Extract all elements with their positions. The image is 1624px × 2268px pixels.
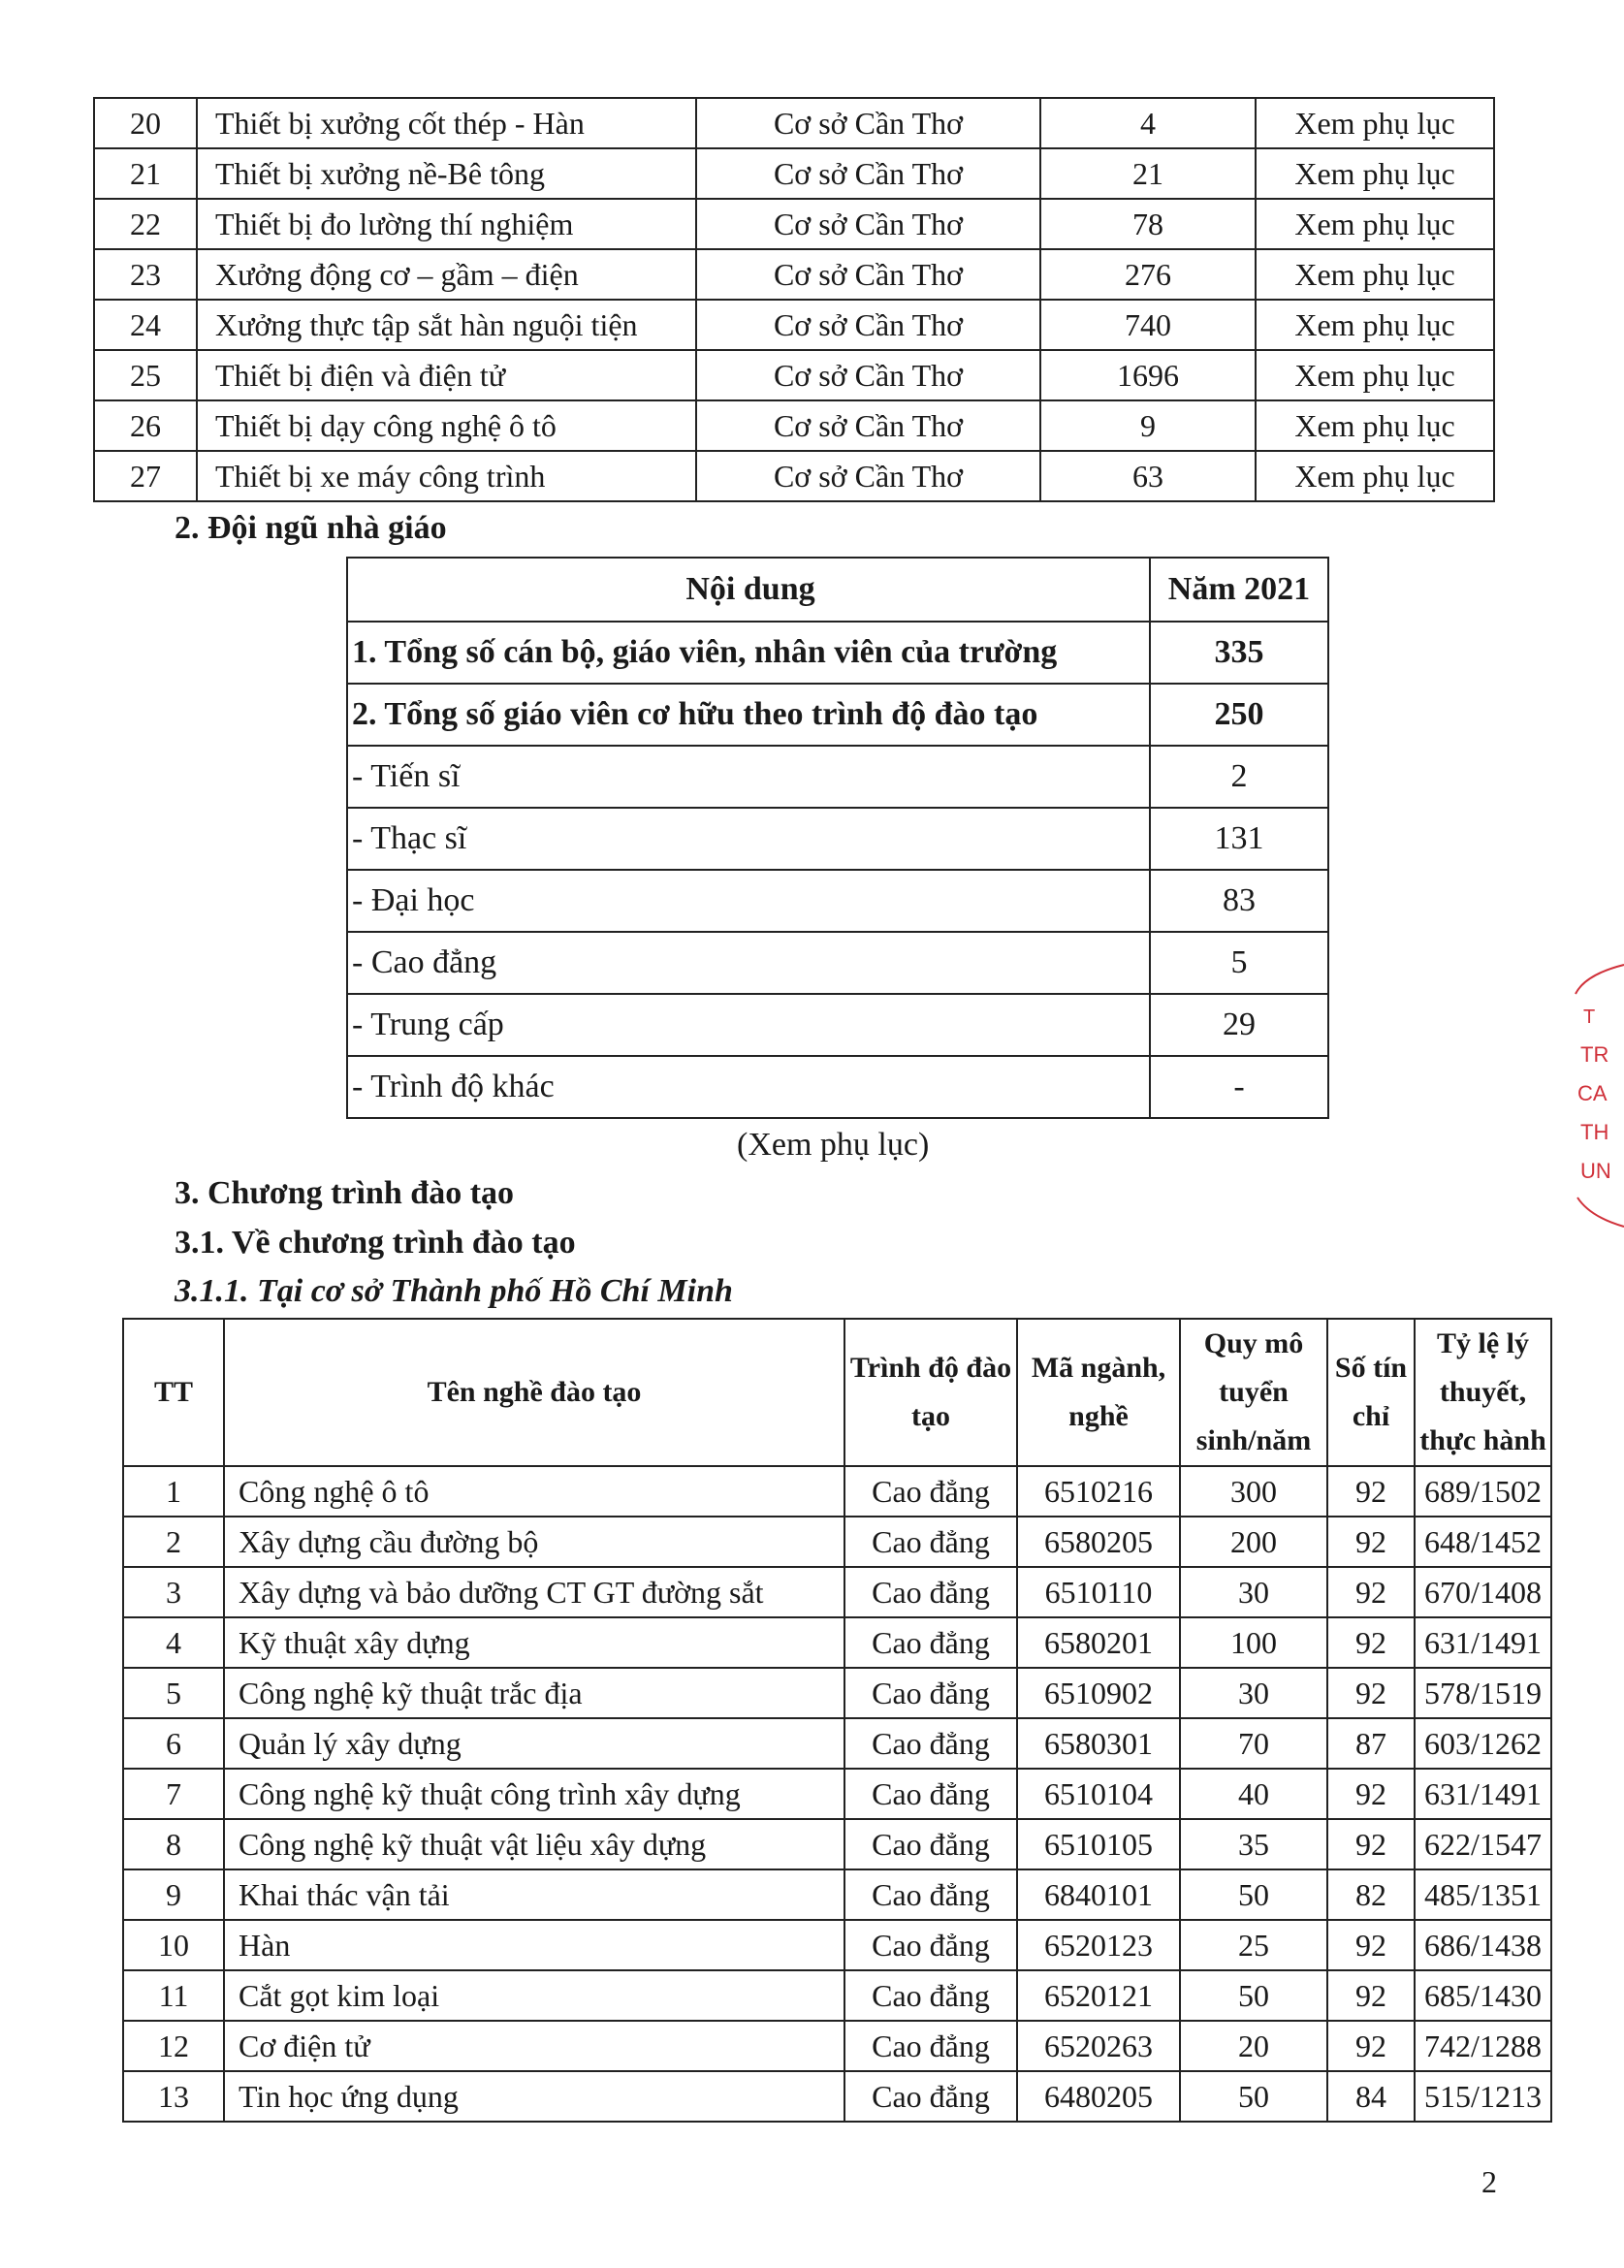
program-level: Cao đẳng: [844, 1517, 1017, 1567]
equipment-note: Xem phụ lục: [1256, 148, 1494, 199]
svg-text:TH: TH: [1580, 1120, 1609, 1144]
teacher-row-value: 2: [1150, 746, 1328, 808]
program-ratio: 515/1213: [1415, 2071, 1551, 2122]
program-table-header: [123, 1319, 1551, 1466]
program-tt: 7: [123, 1769, 224, 1819]
program-level: Cao đẳng: [844, 2021, 1017, 2071]
teacher-table-header: [347, 558, 1328, 622]
program-name: Kỹ thuật xây dựng: [224, 1617, 844, 1668]
program-ratio: 485/1351: [1415, 1869, 1551, 1920]
equipment-note: Xem phụ lục: [1256, 451, 1494, 501]
program-name: Quản lý xây dựng: [224, 1718, 844, 1769]
program-name: Cơ điện tử: [224, 2021, 844, 2071]
program-row: [123, 1819, 1551, 1869]
program-name: Công nghệ kỹ thuật trắc địa: [224, 1668, 844, 1718]
program-ratio: 631/1491: [1415, 1617, 1551, 1668]
teacher-row-content: - Đại học: [347, 870, 1150, 932]
program-row: [123, 2071, 1551, 2122]
header-scale: Quy mô tuyển sinh/năm: [1180, 1319, 1327, 1466]
program-row: [123, 1869, 1551, 1920]
teacher-section-heading: 2. Đội ngũ nhà giáo: [175, 510, 447, 546]
program-tt: 4: [123, 1617, 224, 1668]
teacher-row-value: 335: [1150, 622, 1328, 684]
program-name: Công nghệ kỹ thuật công trình xây dựng: [224, 1769, 844, 1819]
program-scale: 70: [1180, 1718, 1327, 1769]
equipment-row: [94, 400, 1494, 451]
program-table-body: [123, 1466, 1551, 2122]
equipment-row: [94, 451, 1494, 501]
program-code: 6510216: [1017, 1466, 1180, 1517]
program-level: Cao đẳng: [844, 1617, 1017, 1668]
program-tt: 1: [123, 1466, 224, 1517]
program-scale: 30: [1180, 1567, 1327, 1617]
teacher-row-content: - Trung cấp: [347, 994, 1150, 1056]
equipment-table: [93, 97, 1495, 502]
program-ratio: 685/1430: [1415, 1970, 1551, 2021]
appendix-note: (Xem phụ lục): [737, 1127, 930, 1163]
program-scale: 300: [1180, 1466, 1327, 1517]
program-row: [123, 1718, 1551, 1769]
equipment-name: Thiết bị xưởng cốt thép - Hàn: [197, 98, 696, 148]
program-level: Cao đẳng: [844, 1466, 1017, 1517]
program-level: Cao đẳng: [844, 1819, 1017, 1869]
equipment-quantity: 9: [1040, 400, 1256, 451]
teacher-row-content: 1. Tổng số cán bộ, giáo viên, nhân viên của trường: [347, 622, 1150, 684]
program-tt: 9: [123, 1869, 224, 1920]
program-credits: 92: [1327, 1769, 1415, 1819]
equipment-name: Xưởng động cơ – gầm – điện: [197, 249, 696, 300]
program-code: 6480205: [1017, 2071, 1180, 2122]
header-tt: TT: [123, 1319, 224, 1466]
program-name: Hàn: [224, 1920, 844, 1970]
program-code: 6510104: [1017, 1769, 1180, 1819]
equipment-row: [94, 300, 1494, 350]
program-row: [123, 1668, 1551, 1718]
program-credits: 87: [1327, 1718, 1415, 1769]
program-scale: 50: [1180, 1869, 1327, 1920]
equipment-location: Cơ sở Cần Thơ: [696, 148, 1040, 199]
program-scale: 35: [1180, 1819, 1327, 1869]
program-credits: 82: [1327, 1869, 1415, 1920]
program-name: Tin học ứng dụng: [224, 2071, 844, 2122]
equipment-location: Cơ sở Cần Thơ: [696, 451, 1040, 501]
equipment-stt: 26: [94, 400, 197, 451]
equipment-note: Xem phụ lục: [1256, 350, 1494, 400]
header-code: Mã ngành, nghề: [1017, 1319, 1180, 1466]
equipment-stt: 27: [94, 451, 197, 501]
program-scale: 40: [1180, 1769, 1327, 1819]
program-scale: 25: [1180, 1920, 1327, 1970]
teacher-row-content: - Tiến sĩ: [347, 746, 1150, 808]
program-credits: 92: [1327, 1466, 1415, 1517]
program-code: 6840101: [1017, 1869, 1180, 1920]
teacher-table-body: [347, 558, 1328, 1118]
program-scale: 20: [1180, 2021, 1327, 2071]
program-scale: 50: [1180, 1970, 1327, 2021]
program-ratio: 686/1438: [1415, 1920, 1551, 1970]
program-level: Cao đẳng: [844, 1920, 1017, 1970]
program-credits: 92: [1327, 1567, 1415, 1617]
equipment-quantity: 4: [1040, 98, 1256, 148]
teacher-row-value: 131: [1150, 808, 1328, 870]
equipment-location: Cơ sở Cần Thơ: [696, 249, 1040, 300]
program-row: [123, 1567, 1551, 1617]
program-table: [122, 1318, 1552, 2123]
program-row: [123, 1769, 1551, 1819]
equipment-stt: 23: [94, 249, 197, 300]
equipment-row: [94, 199, 1494, 249]
program-tt: 10: [123, 1920, 224, 1970]
program-level: Cao đẳng: [844, 1970, 1017, 2021]
program-row: [123, 1617, 1551, 1668]
equipment-stt: 20: [94, 98, 197, 148]
teacher-row: [347, 808, 1328, 870]
teacher-row: [347, 994, 1328, 1056]
program-tt: 2: [123, 1517, 224, 1567]
equipment-row: [94, 249, 1494, 300]
equipment-note: Xem phụ lục: [1256, 300, 1494, 350]
program-tt: 8: [123, 1819, 224, 1869]
teacher-row-content: - Thạc sĩ: [347, 808, 1150, 870]
program-code: 6510105: [1017, 1819, 1180, 1869]
program-level: Cao đẳng: [844, 2071, 1017, 2122]
program-code: 6520263: [1017, 2021, 1180, 2071]
equipment-location: Cơ sở Cần Thơ: [696, 400, 1040, 451]
header-name: Tên nghề đào tạo: [224, 1319, 844, 1466]
equipment-quantity: 63: [1040, 451, 1256, 501]
equipment-name: Xưởng thực tập sắt hàn nguội tiện: [197, 300, 696, 350]
equipment-name: Thiết bị xưởng nề-Bê tông: [197, 148, 696, 199]
program-code: 6520121: [1017, 1970, 1180, 2021]
equipment-stt: 22: [94, 199, 197, 249]
equipment-stt: 25: [94, 350, 197, 400]
teacher-row-value: -: [1150, 1056, 1328, 1118]
equipment-name: Thiết bị xe máy công trình: [197, 451, 696, 501]
program-tt: 11: [123, 1970, 224, 2021]
program-row: [123, 1517, 1551, 1567]
equipment-row: [94, 98, 1494, 148]
svg-text:CA: CA: [1577, 1081, 1608, 1105]
stamp-fragment-seal: [1566, 955, 1624, 1246]
program-scale: 50: [1180, 2071, 1327, 2122]
program-credits: 92: [1327, 1617, 1415, 1668]
header-content: Nội dung: [347, 558, 1150, 622]
program-code: 6580301: [1017, 1718, 1180, 1769]
program-scale: 200: [1180, 1517, 1327, 1567]
equipment-quantity: 78: [1040, 199, 1256, 249]
program-name: Công nghệ kỹ thuật vật liệu xây dựng: [224, 1819, 844, 1869]
teacher-row-content: 2. Tổng số giáo viên cơ hữu theo trình độ đào tạo: [347, 684, 1150, 746]
program-tt: 6: [123, 1718, 224, 1769]
equipment-stt: 24: [94, 300, 197, 350]
equipment-table-body: [94, 98, 1494, 501]
equipment-quantity: 740: [1040, 300, 1256, 350]
program-row: [123, 1466, 1551, 1517]
header-year: Năm 2021: [1150, 558, 1328, 622]
equipment-name: Thiết bị điện và điện tử: [197, 350, 696, 400]
header-level: Trình độ đào tạo: [844, 1319, 1017, 1466]
program-credits: 92: [1327, 2021, 1415, 2071]
program-ratio: 742/1288: [1415, 2021, 1551, 2071]
program-ratio: 689/1502: [1415, 1466, 1551, 1517]
program-scale: 30: [1180, 1668, 1327, 1718]
program-level: Cao đẳng: [844, 1567, 1017, 1617]
program-level: Cao đẳng: [844, 1769, 1017, 1819]
equipment-location: Cơ sở Cần Thơ: [696, 350, 1040, 400]
program-credits: 84: [1327, 2071, 1415, 2122]
hcm-campus-heading: 3.1.1. Tại cơ sở Thành phố Hồ Chí Minh: [175, 1273, 733, 1309]
header-credits: Số tín chỉ: [1327, 1319, 1415, 1466]
program-name: Khai thác vận tải: [224, 1869, 844, 1920]
program-ratio: 622/1547: [1415, 1819, 1551, 1869]
equipment-location: Cơ sở Cần Thơ: [696, 300, 1040, 350]
program-code: 6580205: [1017, 1517, 1180, 1567]
program-code: 6510902: [1017, 1668, 1180, 1718]
equipment-location: Cơ sở Cần Thơ: [696, 98, 1040, 148]
program-section-heading: 3. Chương trình đào tạo: [175, 1175, 515, 1211]
equipment-row: [94, 148, 1494, 199]
program-ratio: 631/1491: [1415, 1769, 1551, 1819]
equipment-quantity: 1696: [1040, 350, 1256, 400]
equipment-note: Xem phụ lục: [1256, 249, 1494, 300]
program-credits: 92: [1327, 1668, 1415, 1718]
teacher-row: [347, 622, 1328, 684]
equipment-name: Thiết bị dạy công nghệ ô tô: [197, 400, 696, 451]
equipment-note: Xem phụ lục: [1256, 98, 1494, 148]
program-name: Xây dựng cầu đường bộ: [224, 1517, 844, 1567]
teacher-row: [347, 870, 1328, 932]
equipment-note: Xem phụ lục: [1256, 400, 1494, 451]
program-row: [123, 1920, 1551, 1970]
program-code: 6510110: [1017, 1567, 1180, 1617]
equipment-quantity: 21: [1040, 148, 1256, 199]
teacher-table: [346, 557, 1329, 1119]
program-name: Công nghệ ô tô: [224, 1466, 844, 1517]
equipment-note: Xem phụ lục: [1256, 199, 1494, 249]
program-credits: 92: [1327, 1819, 1415, 1869]
program-ratio: 648/1452: [1415, 1517, 1551, 1567]
teacher-row: [347, 932, 1328, 994]
program-level: Cao đẳng: [844, 1718, 1017, 1769]
header-ratio: Tỷ lệ lý thuyết, thực hành: [1415, 1319, 1551, 1466]
program-credits: 92: [1327, 1970, 1415, 2021]
program-code: 6580201: [1017, 1617, 1180, 1668]
equipment-location: Cơ sở Cần Thơ: [696, 199, 1040, 249]
teacher-row: [347, 1056, 1328, 1118]
program-tt: 12: [123, 2021, 224, 2071]
program-name: Cắt gọt kim loại: [224, 1970, 844, 2021]
teacher-row-value: 83: [1150, 870, 1328, 932]
program-ratio: 578/1519: [1415, 1668, 1551, 1718]
equipment-row: [94, 350, 1494, 400]
teacher-row: [347, 746, 1328, 808]
equipment-quantity: 276: [1040, 249, 1256, 300]
program-tt: 13: [123, 2071, 224, 2122]
teacher-row-content: - Trình độ khác: [347, 1056, 1150, 1118]
program-tt: 3: [123, 1567, 224, 1617]
program-level: Cao đẳng: [844, 1668, 1017, 1718]
program-credits: 92: [1327, 1920, 1415, 1970]
program-sub-heading: 3.1. Về chương trình đào tạo: [175, 1225, 576, 1261]
program-row: [123, 1970, 1551, 2021]
teacher-row-content: - Cao đẳng: [347, 932, 1150, 994]
program-ratio: 670/1408: [1415, 1567, 1551, 1617]
svg-text:T: T: [1583, 1006, 1596, 1028]
program-ratio: 603/1262: [1415, 1718, 1551, 1769]
equipment-name: Thiết bị đo lường thí nghiệm: [197, 199, 696, 249]
program-credits: 92: [1327, 1517, 1415, 1567]
svg-text:UN: UN: [1580, 1159, 1611, 1183]
program-tt: 5: [123, 1668, 224, 1718]
program-scale: 100: [1180, 1617, 1327, 1668]
program-code: 6520123: [1017, 1920, 1180, 1970]
teacher-row-value: 250: [1150, 684, 1328, 746]
teacher-row: [347, 684, 1328, 746]
teacher-row-value: 29: [1150, 994, 1328, 1056]
program-name: Xây dựng và bảo dưỡng CT GT đường sắt: [224, 1567, 844, 1617]
equipment-stt: 21: [94, 148, 197, 199]
page-number: 2: [1481, 2164, 1497, 2199]
teacher-row-value: 5: [1150, 932, 1328, 994]
program-level: Cao đẳng: [844, 1869, 1017, 1920]
program-row: [123, 2021, 1551, 2071]
svg-text:TR: TR: [1580, 1042, 1609, 1067]
